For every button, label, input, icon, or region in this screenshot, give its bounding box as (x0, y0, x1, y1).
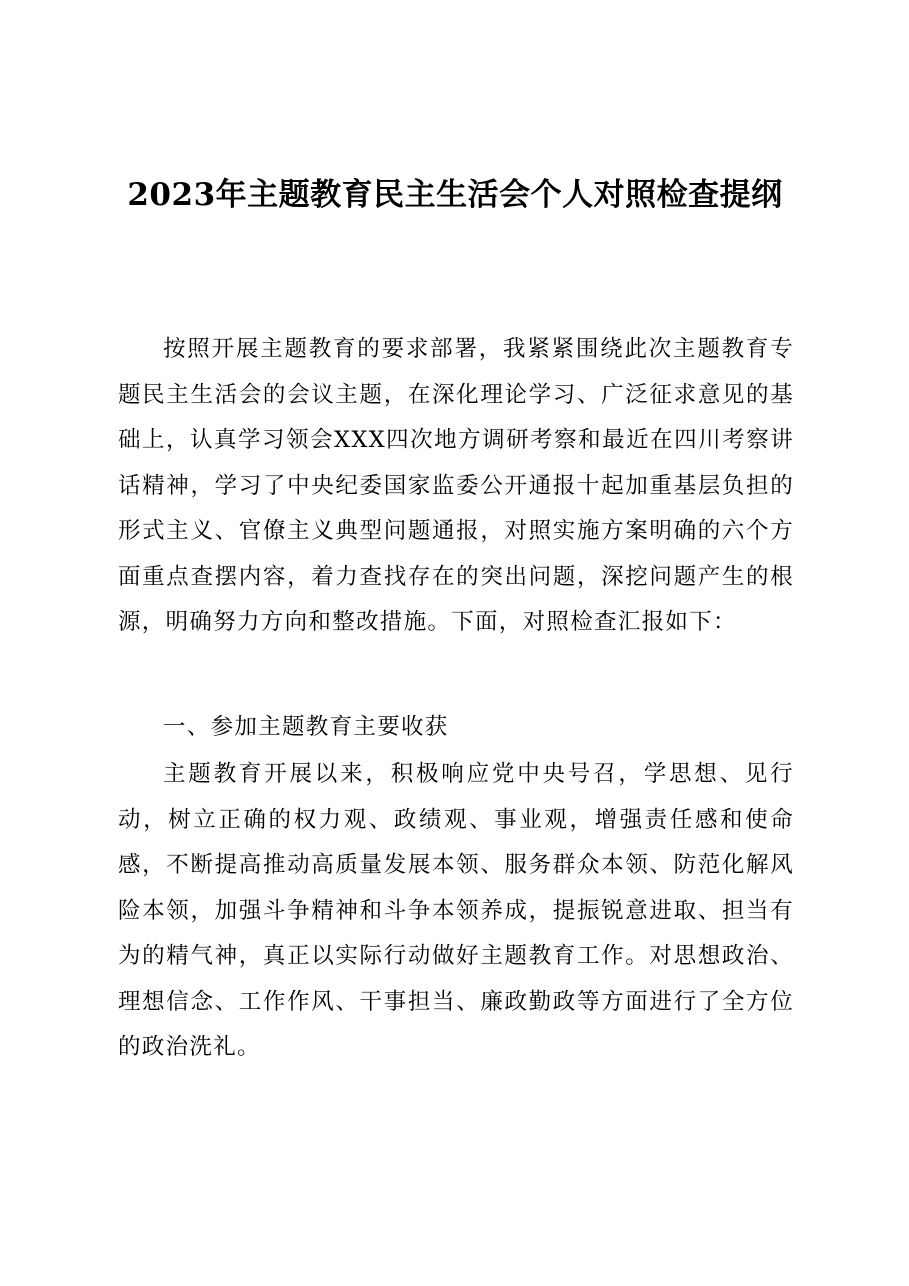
document-title: 2023年主题教育民主生活会个人对照检查提纲 (127, 177, 783, 213)
section-paragraph: 主题教育开展以来，积极响应党中央号召，学思想、见行动，树立正确的权力观、政绩观、事业观，增强责任感和使命感，不断提高推动高质量发展本领、服务群众本领、防范化解风险本领，加强斗争精神和斗争本领养成，提振锐意进取、担当有为的精气神，真正以实际行动做好主题教育工作。对思想政治、理想信念、工作作风、干事担当、廉政勤政等方面进行了全方位的政治洗礼。 (118, 761, 794, 1060)
intro-paragraph: 按照开展主题教育的要求部署，我紧紧围绕此次主题教育专题民主生活会的会议主题，在深化理论学习、广泛征求意见的基础上，认真学习领会XXX四次地方调研考察和最近在四川考察讲话精神，学习了中央纪委国家监委公开通报十起加重基层负担的形式主义、官僚主义典型问题通报，对照实施方案明确的六个方面重点查摆内容，着力查找存在的突出问题，深挖问题产生的根源，明确努力方向和整改措施。下面，对照检查汇报如下： (118, 336, 794, 635)
section-heading: 一、参加主题教育主要收获 (163, 714, 449, 740)
